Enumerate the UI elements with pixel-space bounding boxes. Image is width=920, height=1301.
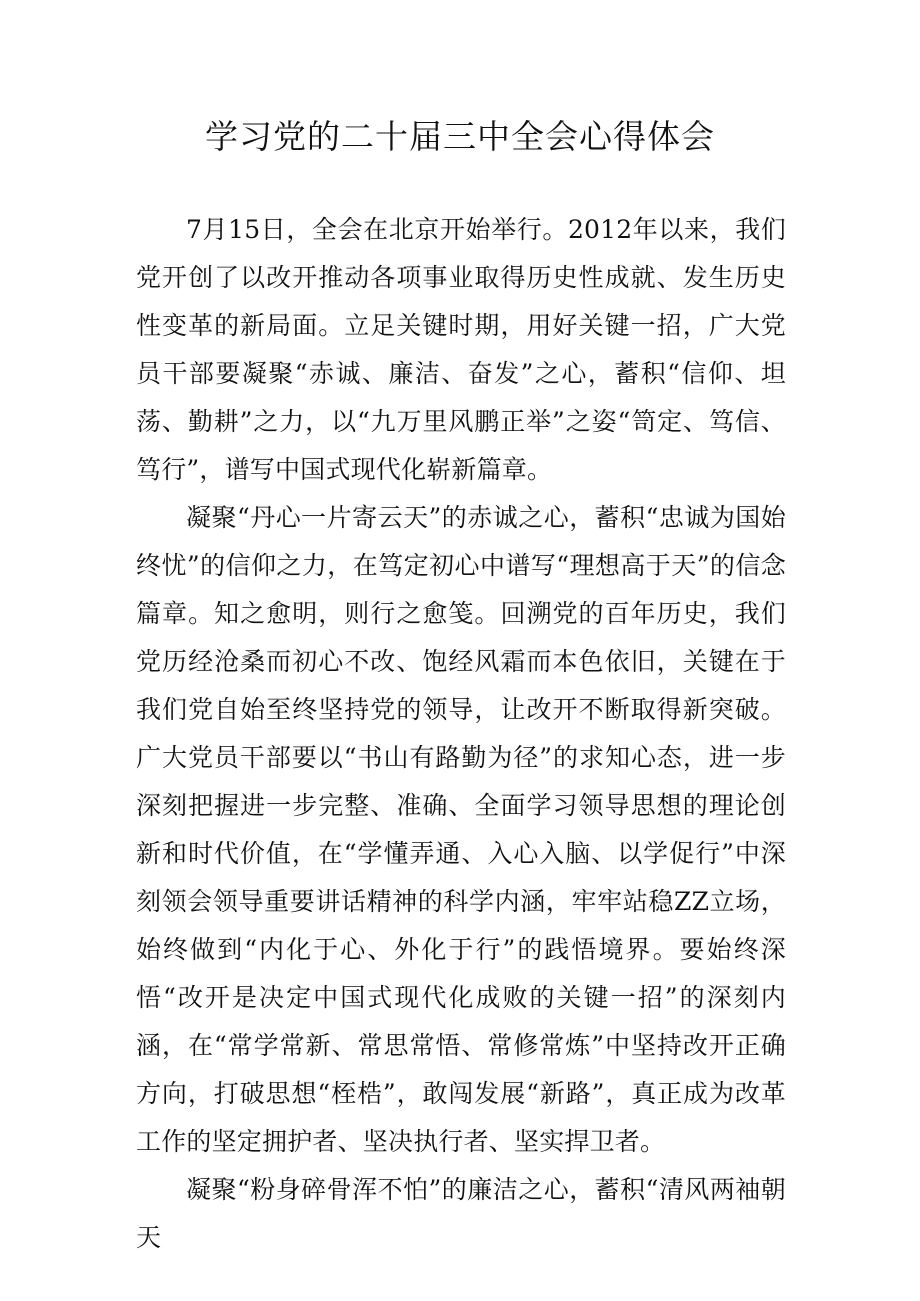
document-title: 学习党的二十届三中全会心得体会: [205, 117, 715, 156]
paragraph-1: 7月15日，全会在北京开始举行。2012年以来，我们党开创了以改开推动各项事业取得历史性成就、发生历史性变革的新局面。立足关键时期，用好关键一招，广大党员干部要凝聚“赤诚、廉洁、奋发”之心，蓄积“信仰、坦荡、勤耕”之力，以“九万里风鹏正举”之姿“笥定、笃信、笃行”，谱写中国式现代化崭新篇章。: [136, 215, 786, 484]
document-body: [136, 206, 786, 1262]
paragraph-2: 凝聚“丹心一片寄云天”的赤诚之心，蓄积“忠诚为国始终忧”的信仰之力，在笃定初心中谱写“理想高于天”的信念篇章。知之愈明，则行之愈笺。回溯党的百年历史，我们党历经沧桑而初心不改、饱经风霜而本色依旧，关键在于我们党自始至终坚持党的领导，让改开不断取得新突破。广大党员干部要以“书山有路勤为径”的求知心态，进一步深刻把握进一步完整、准确、全面学习领导思想的理论创新和时代价值，在“学懂弄通、入心入脑、以学促行”中深刻领会领导重要讲话精神的科学内涵，牢牢站稳ZZ立场，始终做到“内化于心、外化于行”的践悟境界。要始终深悟“改开是决定中国式现代化成败的关键一招”的深刻内涵，在“常学常新、常思常悟、常修常炼”中坚持改开正确方向，打破思想“桎梏”，敢闯发展“新路”，真正成为改革工作的坚定拥护者、坚决执行者、坚实捍卫者。: [136, 503, 786, 1156]
paragraph-3: 凝聚“粉身碎骨浑不怕”的廉洁之心，蓄积“清风两袖朝天: [136, 1175, 786, 1252]
